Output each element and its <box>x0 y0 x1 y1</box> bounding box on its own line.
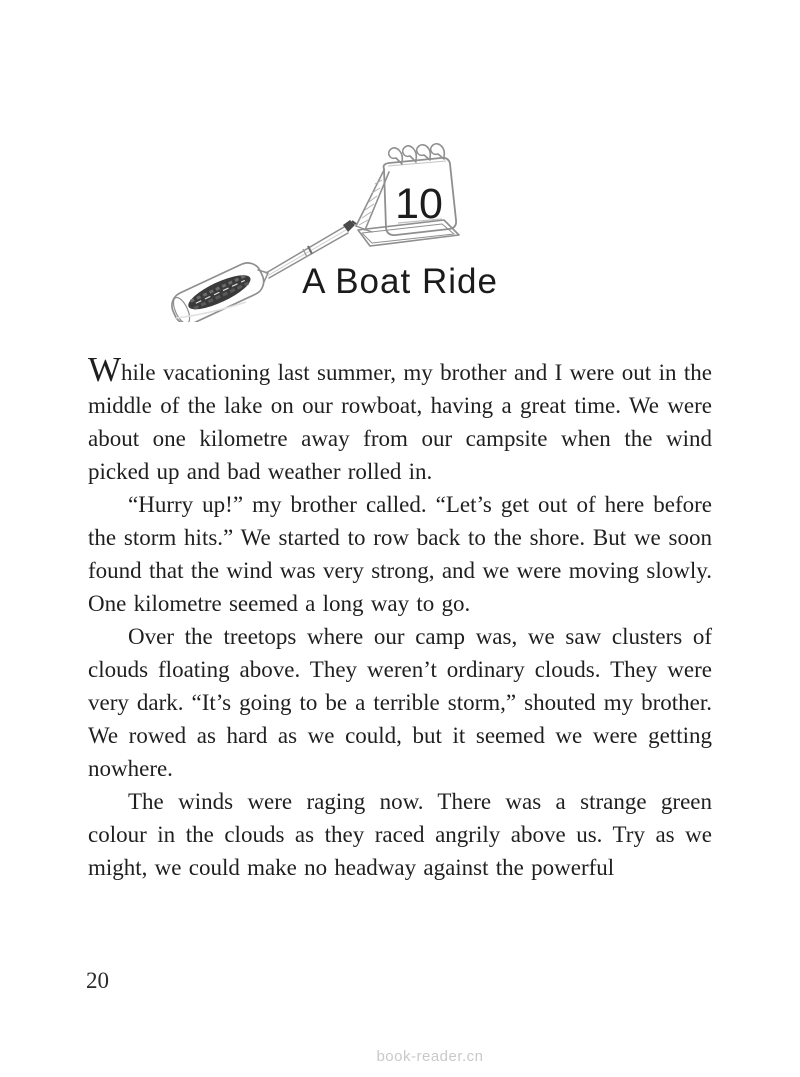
paragraph-3: Over the treetops where our camp was, we saw clusters of clouds floating above. They weren’t ordinary clouds. They were very dark. “It’s going to be a terrible storm,” shouted my brother. We rowed as hard as we could, but it seemed we were getting nowhere. <box>88 624 712 781</box>
watermark: book-reader.cn <box>376 1048 484 1065</box>
calendar-icon <box>338 140 470 262</box>
paragraph-1 <box>88 350 712 488</box>
chapter-body <box>88 350 712 884</box>
paragraph-2: “Hurry up!” my brother called. “Let’s get out of here before the storm hits.” We started to row back to the shore. But we soon found that the wind was very strong, and we were moving slowly. One kilometre seemed a long way to go. <box>88 492 712 616</box>
drop-cap: W <box>88 350 122 389</box>
chapter-title: A Boat Ride <box>302 262 498 301</box>
page-number: 20 <box>86 968 109 993</box>
paragraph-4: The winds were raging now. There was a strange green colour in the clouds as they raced angrily above us. Try as we might, we could make no headway against the powerful <box>88 789 712 880</box>
chapter-number: 10 <box>395 180 443 228</box>
paragraph-1-text: hile vacationing last summer, my brother and I were out in the middle of the lake on our rowboat, having a great time. We were about one kilometre away from our campsite when the wind picked up and bad weather rolled in. <box>88 360 712 484</box>
